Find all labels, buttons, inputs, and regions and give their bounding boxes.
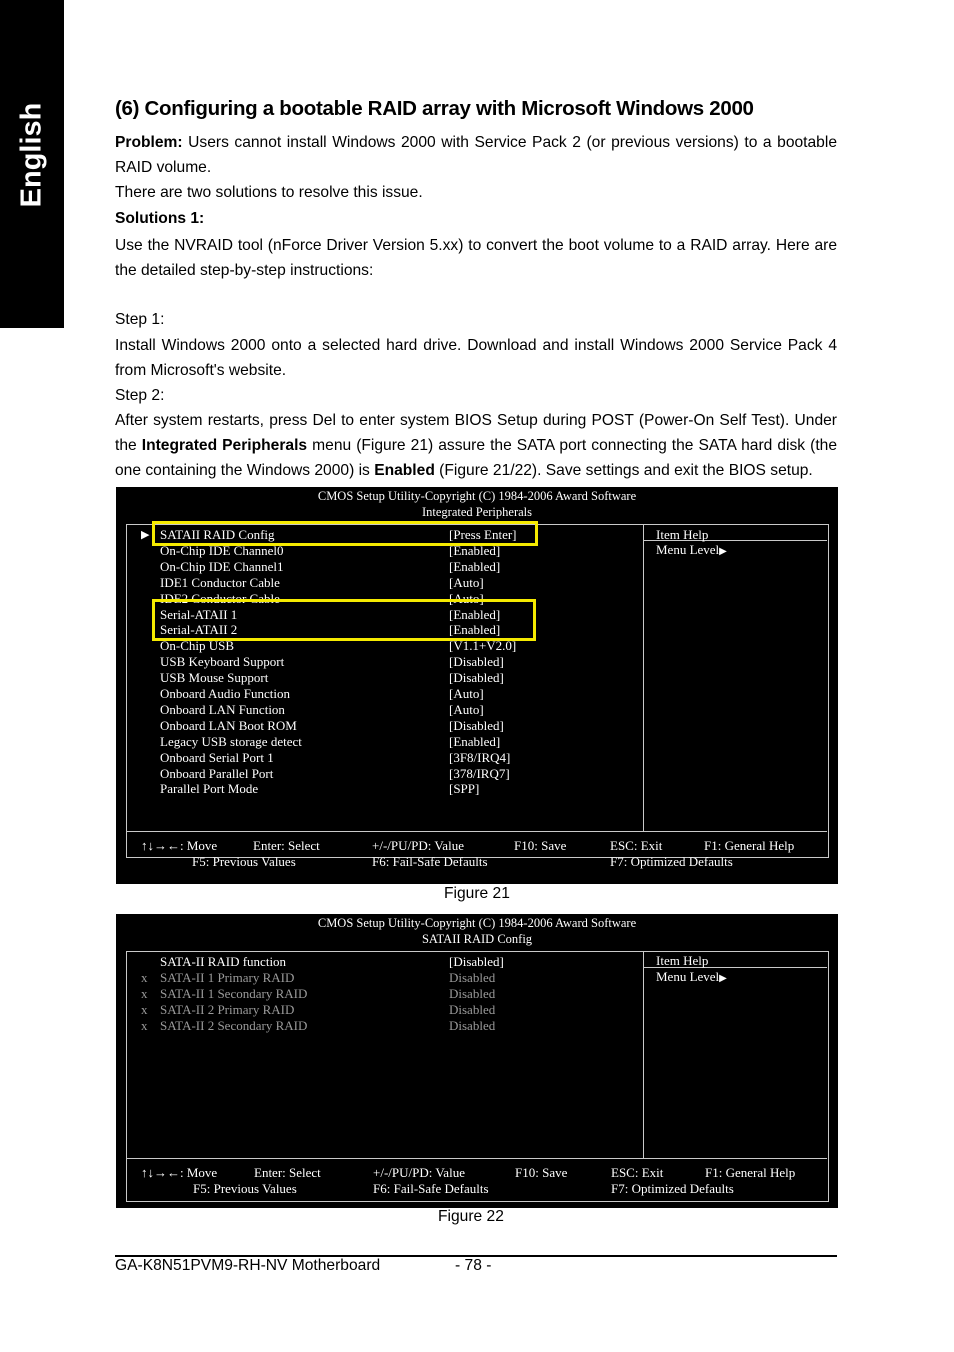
bios-item-value[interactable]: [SPP] (449, 781, 480, 797)
bios-item-label[interactable]: Parallel Port Mode (160, 781, 259, 797)
bios-title: CMOS Setup Utility-Copyright (C) 1984-2006 Award Software (317, 489, 637, 503)
key-move: ↑↓→←: Move (141, 838, 218, 853)
key-f7: F7: Optimized Defaults (610, 854, 733, 869)
menu-level-arrow-icon: ▶ (719, 546, 727, 557)
step1-text: Install Windows 2000 onto a selected hard drive. Download and install Windows 2000 Service Pack 4 from Microsoft's website. (115, 337, 837, 379)
help-divider (643, 952, 644, 1158)
disabled-mark: x (141, 969, 148, 985)
bios-item-value: Disabled (449, 969, 496, 985)
language-tab (0, 0, 64, 328)
keys-divider (127, 1158, 827, 1159)
key-f6: F6: Fail-Safe Defaults (373, 1181, 489, 1196)
step2-text (115, 408, 837, 483)
key-f7: F7: Optimized Defaults (611, 1181, 734, 1196)
bios-item-value[interactable]: [Press Enter] (449, 527, 517, 542)
solutions-label: Solutions 1: (115, 210, 205, 227)
key-f6: F6: Fail-Safe Defaults (372, 854, 488, 869)
item-help-label: Item Help (656, 527, 709, 542)
bios-item-label[interactable]: USB Mouse Support (160, 670, 269, 686)
key-enter: Enter: Select (253, 838, 320, 853)
highlight-serial-ataii (152, 599, 536, 641)
menu-level-label: Menu Level▶ (656, 969, 727, 984)
language-tab-label: English (15, 102, 48, 208)
disabled-mark: x (141, 985, 148, 1001)
bios-item-value[interactable]: [Auto] (449, 590, 484, 606)
bios-item-label[interactable]: Legacy USB storage detect (160, 733, 302, 749)
bios-item-label[interactable]: Onboard Parallel Port (160, 765, 274, 781)
bios-item-label[interactable]: Onboard LAN Boot ROM (160, 717, 297, 733)
bios-item-value: Disabled (449, 1017, 496, 1033)
solutions-text: Use the NVRAID tool (nForce Driver Version 5.xx) to convert the boot volume to a RAID array. Here are the detailed step-by-step instructions: (115, 237, 837, 279)
step2-text-c: menu (Figure 21) assure the SATA port connecting the SATA hard disk (the one containing the Windows 2000) is (115, 437, 838, 479)
disabled-mark: x (141, 1017, 148, 1033)
key-move: ↑↓→←: Move (141, 1165, 218, 1180)
highlight-sataii-raid-config (152, 521, 538, 546)
figure-22-caption: Figure 22 (438, 1208, 504, 1225)
bios-subtitle: Integrated Peripherals (421, 505, 533, 519)
cursor-arrow-icon: ▶ (141, 529, 150, 541)
section-heading: (6) Configuring a bootable RAID array with Microsoft Windows 2000 (115, 97, 754, 120)
bios-item-label[interactable]: SATAII RAID Config (160, 527, 275, 542)
bios-item-value[interactable]: [Enabled] (449, 542, 501, 558)
bios-item-value[interactable]: [Disabled] (449, 954, 504, 969)
bios-item-value[interactable]: [378/IRQ7] (449, 765, 510, 781)
step2-text-e: (Figure 21/22). Save settings and exit the BIOS setup. (434, 462, 813, 479)
key-f10: F10: Save (514, 838, 567, 853)
step2-integrated-peripherals: Integrated Peripherals (141, 437, 308, 454)
bios-item-value[interactable]: [Auto] (449, 686, 484, 701)
bios-item-label: SATA-II 2 Secondary RAID (160, 1017, 308, 1033)
bios-item-value[interactable]: [Auto] (449, 574, 484, 590)
key-f1: F1: General Help (704, 838, 795, 853)
key-f1: F1: General Help (705, 1165, 796, 1180)
problem-paragraph (115, 130, 837, 180)
bios-item-value[interactable]: [Disabled] (449, 717, 504, 733)
bios-item-label[interactable]: On-Chip USB (160, 638, 235, 654)
bios-item-label[interactable]: Serial-ATAII 1 (160, 606, 238, 622)
bios-item-value[interactable]: [3F8/IRQ4] (449, 749, 511, 765)
footer-model: GA-K8N51PVM9-RH-NV Motherboard (115, 1257, 381, 1274)
disabled-mark: x (141, 1001, 148, 1017)
help-divider (643, 525, 644, 831)
bios-item-value[interactable]: [Auto] (449, 701, 484, 717)
bios-item-label[interactable]: Onboard LAN Function (160, 701, 285, 717)
key-value: +/-/PU/PD: Value (373, 1165, 465, 1180)
bios-item-value: Disabled (449, 985, 496, 1001)
bios-item-value[interactable]: [Disabled] (449, 654, 504, 670)
bios-item-label: SATA-II 2 Primary RAID (160, 1001, 295, 1017)
figure-21-caption: Figure 21 (444, 885, 510, 902)
step1-label: Step 1: (115, 311, 165, 328)
bios-item-label[interactable]: IDE1 Conductor Cable (160, 574, 280, 590)
key-esc: ESC: Exit (611, 1165, 664, 1180)
bios-item-value[interactable]: [V1.1+V2.0] (449, 638, 517, 654)
bios-item-value[interactable]: [Enabled] (449, 733, 501, 749)
bios-item-value[interactable]: [Enabled] (449, 622, 501, 638)
problem-label: Problem: (115, 134, 183, 151)
bios-item-label[interactable]: Onboard Serial Port 1 (160, 749, 274, 765)
keys-divider (127, 831, 827, 832)
bios-item-label[interactable]: USB Keyboard Support (160, 654, 285, 670)
bios-item-value[interactable]: [Disabled] (449, 670, 504, 686)
bios-item-label[interactable]: On-Chip IDE Channel1 (160, 558, 284, 574)
key-f5: F5: Previous Values (192, 854, 296, 869)
key-esc: ESC: Exit (610, 838, 663, 853)
bios-item-value[interactable]: [Enabled] (449, 558, 501, 574)
bios-screen-sataii-raid-config (116, 914, 838, 1208)
bios-item-label[interactable]: Onboard Audio Function (160, 686, 290, 701)
key-f5: F5: Previous Values (193, 1181, 297, 1196)
step2-enabled: Enabled (374, 462, 435, 479)
bios-item-label[interactable]: On-Chip IDE Channel0 (160, 542, 284, 558)
bios-item-label[interactable]: Serial-ATAII 2 (160, 622, 238, 638)
key-value: +/-/PU/PD: Value (372, 838, 464, 853)
key-f10: F10: Save (515, 1165, 568, 1180)
bios-item-value[interactable]: [Enabled] (449, 606, 501, 622)
bios-item-label: SATA-II 1 Primary RAID (160, 969, 295, 985)
bios-title: CMOS Setup Utility-Copyright (C) 1984-2006 Award Software (317, 916, 637, 930)
footer-page-number: - 78 - (455, 1257, 492, 1274)
menu-level-arrow-icon: ▶ (719, 973, 727, 984)
bios-item-label[interactable]: SATA-II RAID function (160, 954, 287, 969)
step2-text-a: After system restarts, press Del to enter system BIOS Setup during POST (Power-On Self Test). Under the (115, 412, 837, 454)
problem-text: Users cannot install Windows 2000 with Service Pack 2 (or previous versions) to a bootable RAID volume. (115, 134, 837, 176)
item-help-label: Item Help (656, 953, 709, 968)
key-enter: Enter: Select (254, 1165, 321, 1180)
step2-label: Step 2: (115, 387, 165, 404)
bios-item-label: SATA-II 1 Secondary RAID (160, 985, 308, 1001)
bios-subtitle: SATAII RAID Config (421, 932, 533, 946)
bios-item-label[interactable]: IDE2 Conductor Cable (160, 590, 280, 606)
menu-level-label: Menu Level▶ (656, 542, 727, 557)
two-solutions-text: There are two solutions to resolve this issue. (115, 184, 423, 201)
bios-item-value: Disabled (449, 1001, 496, 1017)
bios-screen-integrated-peripherals (116, 487, 838, 884)
